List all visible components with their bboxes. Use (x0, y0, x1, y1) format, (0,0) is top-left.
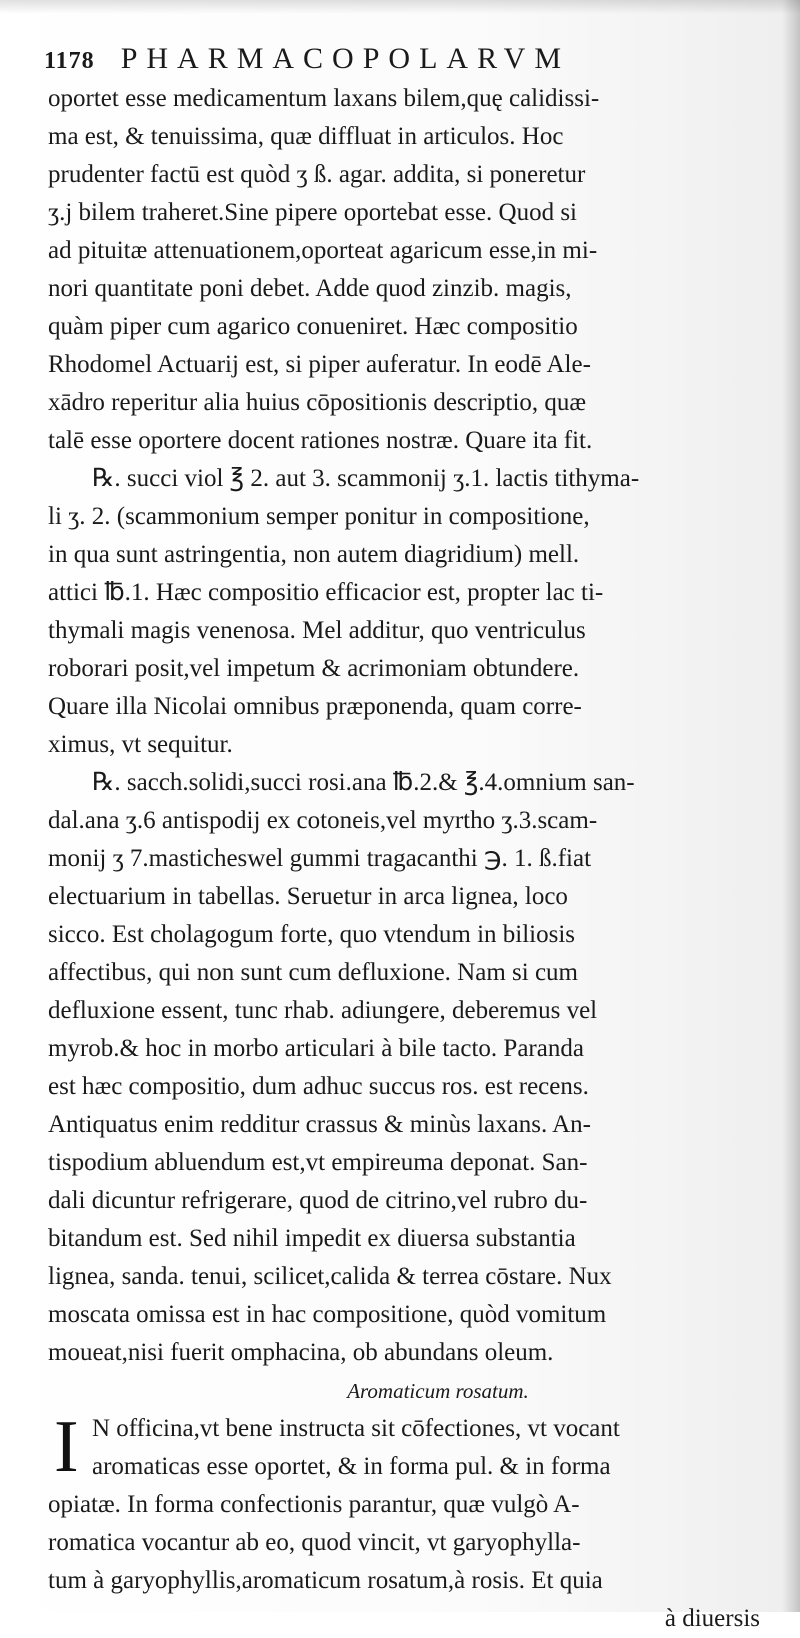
page-edge-shadow (782, 0, 800, 1612)
text-line: myrob.& hoc in morbo articulari à bile tacto. Paranda (48, 1035, 584, 1062)
text-line: thymali magis venenosa. Mel additur, quo ventriculus (48, 617, 586, 644)
text-line: ℞. sacch.solidi,succi rosi.ana ℔.2.& ℥.4.omnium san- (92, 769, 635, 796)
section-title: Aromaticum rosatum. (347, 1379, 529, 1403)
running-head: PHARMACOPOLARVM (120, 42, 571, 75)
text-line: ʒ.j bilem traheret.Sine pipere oportebat esse. Quod si (48, 199, 578, 226)
text-line: est hæc compositio, dum adhuc succus ros. est recens. (48, 1073, 589, 1100)
text-line: roborari posit,vel impetum & acrimoniam obtundere. (48, 655, 580, 682)
text-line: defluxione essent, tunc rhab. adiungere, deberemus vel (48, 997, 598, 1024)
text-line: N officina,vt bene instructa sit cōfectiones, vt vocant (92, 1415, 620, 1442)
text-line: talē esse oportere docent rationes nostræ. Quare ita fit. (48, 427, 593, 454)
text-line: bitandum est. Sed nihil impedit ex diuersa substantia (48, 1225, 576, 1252)
text-line: tispodium abluendum est,vt empireuma deponat. San- (48, 1149, 588, 1176)
text-line: oportet esse medicamentum laxans bilem,quę calidissi- (48, 85, 600, 112)
page-top-edge (0, 0, 800, 14)
text-line: lignea, sanda. tenui, scilicet,calida & terrea cōstare. Nux (48, 1263, 612, 1290)
text-line: moscata omissa est in hac compositione, quòd vomitum (48, 1301, 607, 1328)
text-line: ad pituitæ attenuationem,oporteat agaricum esse,in mi- (48, 237, 598, 264)
text-line: ma est, & tenuissima, quæ diffluat in articulos. Hoc (48, 123, 564, 150)
text-line: romatica vocantur ab eo, quod vincit, vt garyophylla- (48, 1529, 581, 1556)
text-line: xādro reperitur alia huius cōpositionis descriptio, quæ (48, 389, 587, 416)
text-line: electuarium in tabellas. Seruetur in arca lignea, loco (48, 883, 568, 910)
page-number: 1178 (44, 48, 95, 74)
text-line: monij ʒ 7.masticheswel gummi tragacanthi ℈. 1. ß.fiat (48, 845, 592, 872)
text-line: prudenter factū est quòd ʒ ß. agar. addita, si poneretur (48, 161, 586, 188)
text-line: quàm piper cum agarico conueniret. Hæc compositio (48, 313, 578, 340)
text-line: nori quantitate poni debet. Adde quod zinzib. magis, (48, 275, 572, 302)
text-line: sicco. Est cholagogum forte, quo vtendum in biliosis (48, 921, 576, 948)
text-line: attici ℔.1. Hæc compositio efficacior est, propter lac ti- (48, 579, 604, 606)
text-line: tum à garyophyllis,aromaticum rosatum,à rosis. Et quia (48, 1567, 603, 1594)
catchword: à diuersis (664, 1605, 760, 1632)
text-line: moueat,nisi fuerit omphacina, ob abundans oleum. (48, 1339, 554, 1366)
text-line: in qua sunt astringentia, non autem diagridium) mell. (48, 541, 580, 568)
text-line: opiatæ. In forma confectionis parantur, quæ vulgò A- (48, 1491, 580, 1518)
drop-cap: I (54, 1406, 79, 1488)
text-line: dali dicuntur refrigerare, quod de citrino,vel rubro du- (48, 1187, 588, 1214)
text-line: dal.ana ʒ.6 antispodij ex cotoneis,vel myrtho ʒ.3.scam- (48, 807, 598, 834)
drop-cap-paragraph (48, 1406, 768, 1638)
text-line: Antiquatus enim redditur crassus & minùs laxans. An- (48, 1111, 591, 1138)
text-line: Rhodomel Actuarij est, si piper auferatur. In eodē Ale- (48, 351, 591, 378)
text-line: Quare illa Nicolai omnibus præponenda, quam corre- (48, 693, 582, 720)
text-line: ℞. succi viol ℥ 2. aut 3. scammonij ʒ.1. lactis tithyma- (92, 465, 640, 492)
text-line: li ʒ. 2. (scammonium semper ponitur in compositione, (48, 503, 590, 530)
text-line: ximus, vt sequitur. (48, 731, 233, 758)
text-line: aromaticas esse oportet, & in forma pul. & in forma (92, 1453, 611, 1480)
body-text (48, 80, 768, 1638)
text-line: affectibus, qui non sunt cum defluxione. Nam si cum (48, 959, 578, 986)
page-header (44, 42, 684, 76)
